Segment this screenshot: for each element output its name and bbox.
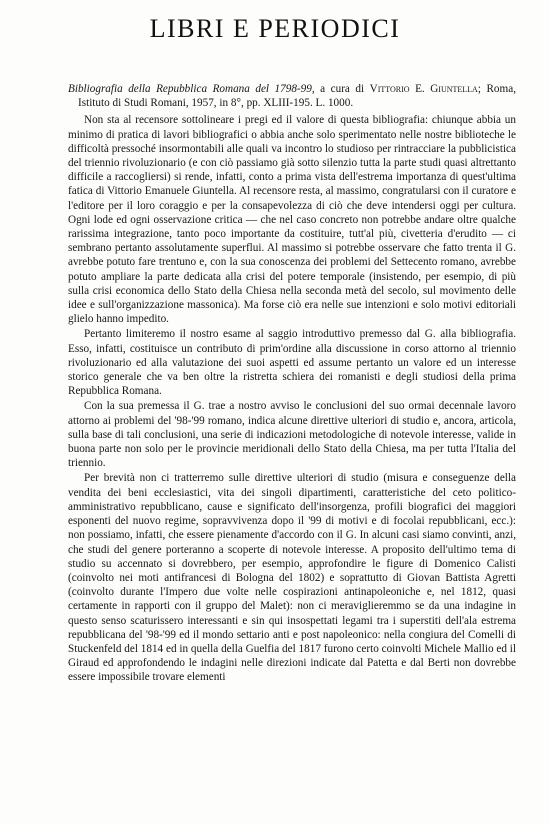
citation-connector: a cura di [314, 83, 370, 95]
book-citation [68, 82, 516, 110]
citation-details: Roma, Istituto di Studi Romani, 1957, in 8°, pp. XLIII-195. L. 1000. [78, 83, 516, 110]
paragraph-3: Con la sua premessa il G. trae a nostro avviso le conclusioni del suo ormai decennale lavoro attorno ai problemi del '98-'99 romano, indica alcune direttive ulteriori di studio e, ancora, articola, sulla base di tali conclusioni, una serie di indicazioni metodologiche di notevole interesse, valide in buona parte non solo per le provincie meridionali dello Stato della Chiesa, ma per tutta l'Italia del triennio. [68, 400, 516, 470]
citation-author: Vittorio E. Giuntella; [369, 83, 481, 95]
citation-title: Bibliografia della Repubblica Romana del 1798-99, [68, 83, 315, 95]
section-heading: LIBRI E PERIODICI [149, 14, 401, 43]
article-body [68, 82, 516, 685]
paragraph-4: Per brevità non ci tratterremo sulle direttive ulteriori di studio (misura e conseguenze della vendita dei beni ecclesiastici, vita dei singoli dipartimenti, caratteristiche del ceto politico-amministrativo repubblicano, cause e significato dell'insorgenza, profili biografici dei maggiori esponenti del nuovo regime, sopravvivenza dopo il '99 di motivi e di focolai repubblicani, ecc.): non possiamo, infatti, che essere pienamente d'accordo con il G. In alcuni casi siamo convinti, anzi, che studi del genere porteranno a scoperte di notevole interesse. A proposito dell'ultimo tema di studio su accennato si dovrebbero, per esempio, approfondire le figure di Domenico Calisti (coinvolto nei moti antifrancesi di Bologna del 1802) e soprattutto di Giovan Battista Agretti (coinvolto durante l'Impero due volte nelle cospirazioni antinapoleoniche e, nel 1812, quasi certamente in rapporti con il gruppo del Malet): non ci meraviglieremmo se da una indagine in questo senso scaturissero interessanti e sin qui insospettati legami tra i superstiti dell'ala estrema repubblicana del '98-'99 ed il mondo settario anti e post napoleonico: nella congiura del Comelli di Stuckenfeld del 1814 ed in quella della Guelfia del 1817 furono certo coinvolti Michele Mallio ed il Giraud ed approfondendo le indagini nelle direzioni indicate dal Patetta e dal Berti non dovrebbe essere impossibile trovare elementi [68, 472, 516, 684]
paragraph-2: Pertanto limiteremo il nostro esame al saggio introduttivo premesso dal G. alla bibliografia. Esso, infatti, costituisce un contributo di prim'ordine alla discussione in corso attorno al triennio rivoluzionario ed alla valutazione dei suoi aspetti ed assume pertanto un valore ed un interesse storico generale che va ben oltre la ristretta schiera dei romanisti e degli studiosi della prima Repubblica Romana. [68, 328, 516, 398]
paragraph-1: Non sta al recensore sottolineare i pregi ed il valore di questa bibliografia: chiunque abbia un minimo di pratica di lavori bibliografici o abbia anche solo sperimentato nelle nostre biblioteche le difficoltà pressoché insormontabili alle quali va incontro lo studioso per rintracciare la pubblicistica del triennio rivoluzionario (e con ciò passiamo già sotto silenzio tutta la parte studi quasi altrettanto difficile a raccogliersi) si rende, infatti, conto a prima vista dell'estrema importanza di quest'ultima fatica di Vittorio Emanuele Giuntella. Al recensore resta, al massimo, congratularsi con il curatore e l'editore per il loro coraggio e per la consapevolezza di ciò che deve intendersi oggi per cultura. Ogni lode ed ogni osservazione critica — che nel caso concreto non potrebbe andare oltre qualche rarissima integrazione, tanto poco importante da costituire, tutt'al più, civetteria d'erudito — ci sembrano pertanto assolutamente superflui. Al massimo si potrebbe osservare che fatto trenta il G. avrebbe potuto fare trentuno e, con la sua conoscenza dei problemi del Settecento romano, avrebbe potuto ampliare la parte dedicata alla crisi del potere temporale (insistendo, per esempio, di più sulla crisi economica dello Stato della Chiesa nella seconda metà del secolo, sul movimento delle idee e sull'organizzazione massonica). Ma forse ciò era nelle sue intenzioni e solo motivi editoriali glielo hanno impedito. [68, 114, 516, 326]
